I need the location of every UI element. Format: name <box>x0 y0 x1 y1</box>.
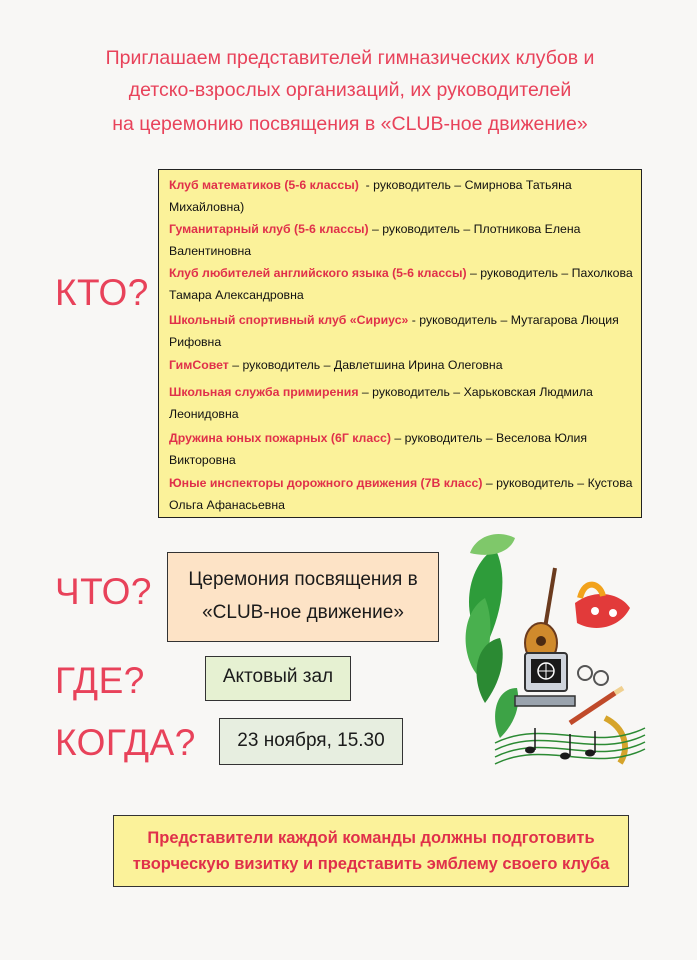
club-name: Школьный спортивный клуб «Сириус» <box>169 313 409 327</box>
invitation-title <box>40 42 660 140</box>
club-leader: – руководитель – Давлетшина Ирина Олеговна <box>228 358 503 372</box>
club-name: Клуб любителей английского языка (5-6 классы) <box>169 266 467 280</box>
note-line-1: Представители каждой команды должны подготовить <box>147 829 595 847</box>
club-entry <box>169 174 639 218</box>
club-leader-cont: Леонидовна <box>169 407 239 421</box>
event-what-box <box>167 552 439 642</box>
club-leader: – руководитель – Пахолкова <box>466 266 633 280</box>
event-date-box: 23 ноября, 15.30 <box>219 718 403 765</box>
what-heading: ЧТО? <box>55 571 152 612</box>
club-leader: – руководитель – Харьковская Людмила <box>358 385 593 399</box>
club-entry <box>169 354 639 376</box>
who-heading: КТО? <box>55 272 149 313</box>
invitation-line-1: Приглашаем представителей гимназических клубов и <box>105 47 595 69</box>
club-leader: – руководитель – Веселова Юлия <box>390 431 588 445</box>
when-heading: КОГДА? <box>55 722 196 763</box>
club-entry <box>169 262 639 306</box>
event-what-line-2: «CLUB-ное движение» <box>202 602 404 623</box>
club-leader: – руководитель – Кустова <box>482 476 633 490</box>
event-what-line-1: Церемония посвящения в <box>188 569 418 590</box>
invitation-line-2: детско-взрослых организаций, их руководителей <box>128 79 572 101</box>
club-name: Школьная служба примирения <box>169 385 359 399</box>
club-entry <box>169 472 639 516</box>
club-leader: – руководитель – Плотникова Елена <box>368 222 581 236</box>
note-line-2: творческую визитку и представить эмблему своего клуба <box>132 855 610 873</box>
clubs-list <box>158 169 642 518</box>
club-leader-cont: Валентиновна <box>169 244 252 258</box>
club-emblem-illustration <box>455 528 655 798</box>
club-leader: - руководитель – Мутагарова Люция <box>408 313 619 327</box>
club-entry <box>169 309 639 353</box>
where-heading: ГДЕ? <box>55 660 145 701</box>
invitation-line-3: на церемонию посвящения в «CLUB-ное движение» <box>112 113 588 135</box>
requirements-note <box>113 815 629 887</box>
club-entry <box>169 218 639 262</box>
club-name: Юные инспекторы дорожного движения (7В класс) <box>169 476 483 490</box>
club-name: Дружина юных пожарных (6Г класс) <box>169 431 391 445</box>
club-leader-cont: Михайловна) <box>169 200 245 214</box>
club-entry <box>169 427 639 471</box>
club-entry <box>169 381 639 425</box>
club-name: ГимСовет <box>169 358 229 372</box>
club-leader: - руководитель – Смирнова Татьяна <box>358 178 572 192</box>
club-name: Клуб математиков (5-6 классы) <box>169 178 359 192</box>
club-leader-cont: Викторовна <box>169 453 236 467</box>
club-name: Гуманитарный клуб (5-6 классы) <box>169 222 369 236</box>
club-leader-cont: Тамара Александровна <box>169 288 304 302</box>
club-leader-cont: Ольга Афанасьевна <box>169 498 285 512</box>
club-leader-cont: Рифовна <box>169 335 222 349</box>
event-place-box: Актовый зал <box>205 656 351 701</box>
